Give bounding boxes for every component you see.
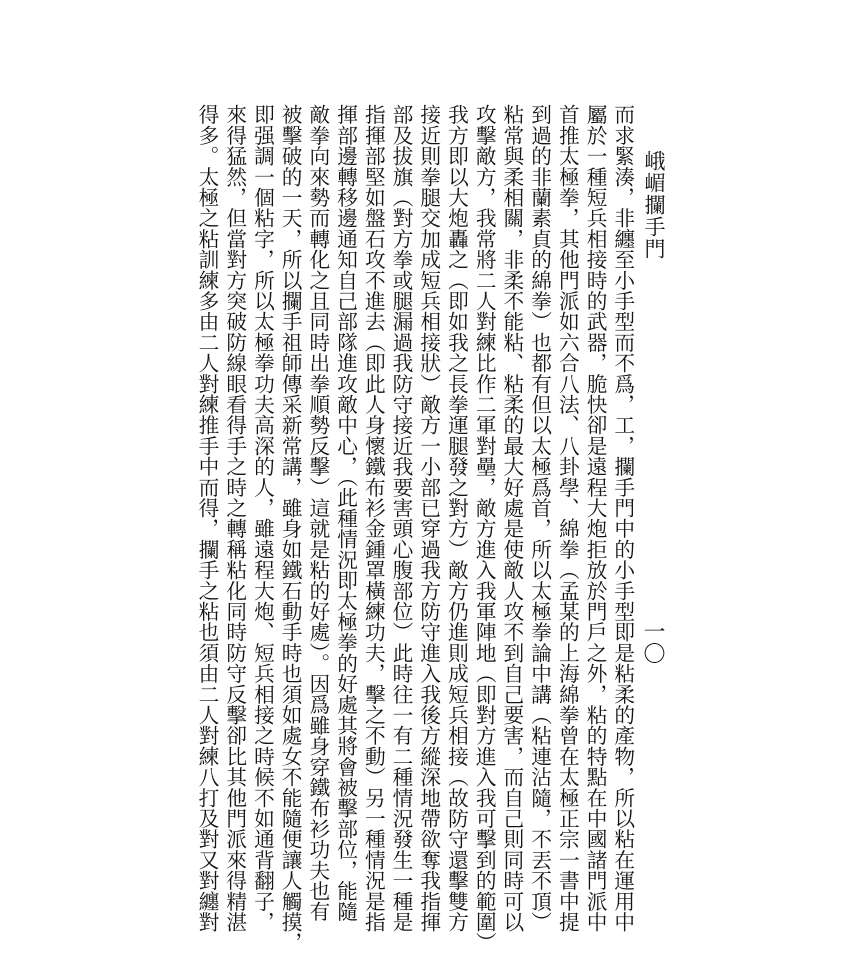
text-column: 揮部邊轉移邊通知自己部隊進攻敵中心，（此種情況即太極拳的好處其將會被擊部位，能隨 xyxy=(333,104,358,922)
text-column: 我方即以大炮轟之（即如我之長拳運腿發之對方）敵方仍進則成短兵相接（故防守還擊雙方 xyxy=(444,104,469,932)
page-number: 一〇 xyxy=(640,620,665,664)
text-column: 即强調一個粘字，所以太極拳功夫高深的人，雖遠程大炮、短兵相接之時候不如通背翻子， xyxy=(250,104,275,932)
text-column: 接近則拳腿交加成短兵相接狀）敵方一小部已穿過我方防守進入我後方縱深地帶欲奪我指揮 xyxy=(416,104,441,932)
text-column: 得多。太極之粘訓練多由二人對練推手中而得，攔手之粘也須由二人對練八打及對又對纏對 xyxy=(195,104,219,932)
text-column: 到過的非蘭素貞的綿拳）也都有但以太極爲首，所以太極拳論中講（粘連沾隨，不丟不頂） xyxy=(527,104,552,932)
text-column: 粘常與柔相關，非柔不能粘、粘柔的最大好處是使敵人攻不到自己要害，而自己則同時可以 xyxy=(499,104,524,932)
text-column: 首推太極拳，其他門派如六合八法、八卦學、綿拳（孟某的上海綿拳曾在太極正宗一書中提 xyxy=(555,104,580,932)
text-column: 屬於一種短兵相接時的武器，脆快卻是遠程大炮拒放於門戶之外，粘的特點在中國諸門派中 xyxy=(583,104,608,932)
text-column: 敵拳向來勢而轉化之且同時出拳順勢反擊）這就是粘的好處）。因爲雖身穿鐵布衫功夫也有 xyxy=(305,104,330,922)
text-column: 被擊破的一天，所以攔手祖師傳采新常講，雖身如鐵石動手時也須如處女不能隨便讓人觸摸， xyxy=(278,104,303,953)
text-column: 攻擊敵方，我常將二人對練比作二軍對壘，敵方進入我軍陣地（即對方進入我可擊到的範圍） xyxy=(472,104,497,953)
text-column: 部及拔旗（對方拳或腿漏過我防守接近我要害頭心腹部位）此時往一有二種情況發生一種是 xyxy=(389,104,414,932)
text-column: 而求緊湊，非纏至小手型而不爲，工，攔手門中的小手型即是粘柔的產物，所以粘在運用中 xyxy=(610,104,635,932)
text-column: 來得猛然，但當對方突破防線眼看得手之時之轉稱粘化同時防守反擊卻比其他門派來得精湛 xyxy=(222,104,247,932)
body-text xyxy=(195,104,635,953)
text-column: 指揮部堅如盤石攻不進去（即此人身懷鐵布衫金鍾罩橫練功夫，擊之不動）另一種情況是指 xyxy=(361,104,386,932)
running-title: 峨嵋攔手門 xyxy=(642,150,666,260)
